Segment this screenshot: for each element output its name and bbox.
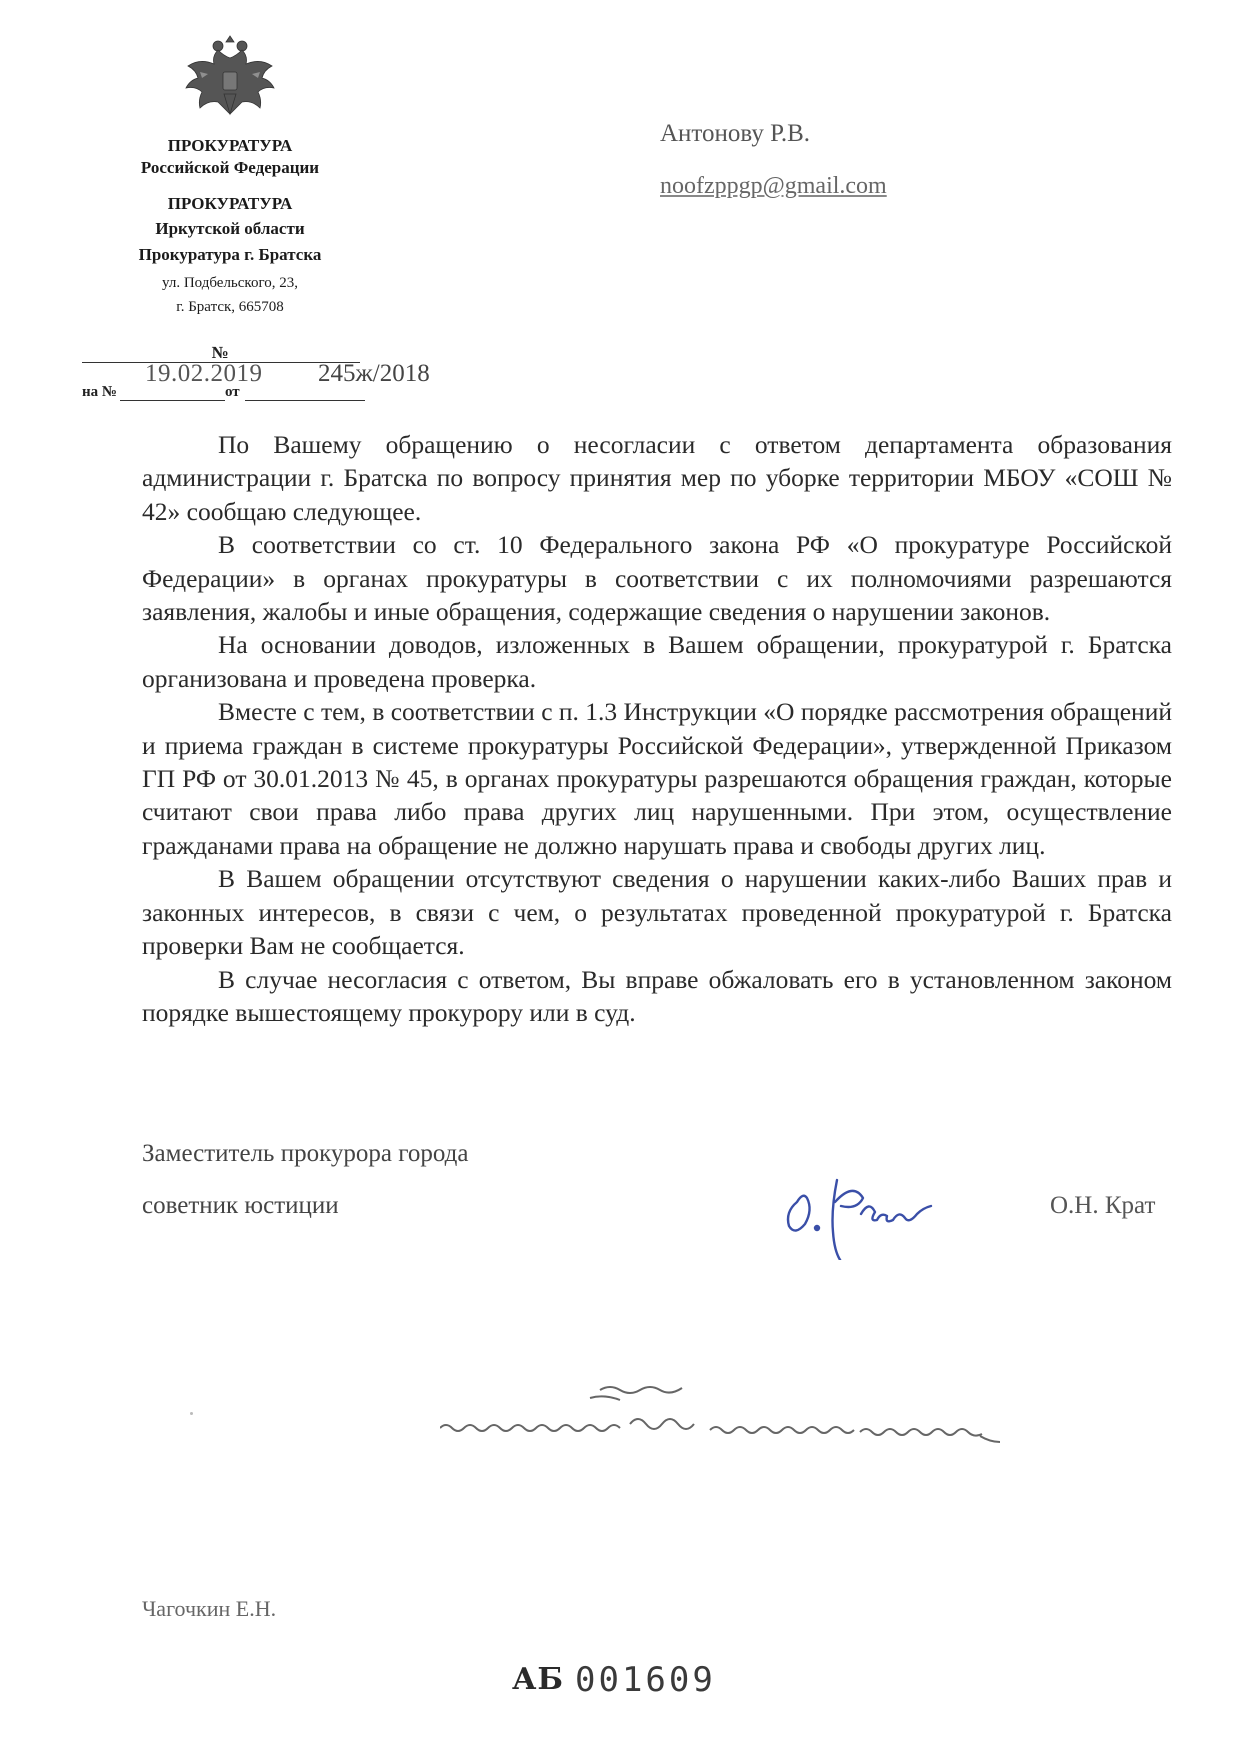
letter-body [142,428,1172,1029]
executor-name: Чагочкин Е.Н. [142,1596,277,1621]
handwritten-signature [775,1140,955,1260]
body-paragraph: На основании доводов, изложенных в Вашем обращении, прокуратурой г. Братска организована и проведена проверка. [142,630,1172,693]
body-paragraph: По Вашему обращению о несогласии с ответом департамента образования администрации г. Братска по вопросу принятия мер по уборке территории МБОУ «СОШ № 42» сообщаю следующее. [142,430,1172,526]
org-subtitle: ПРОКУРАТУРА [167,194,293,213]
signatory-position: Заместитель прокурора города [142,1140,469,1167]
stamp-mark [440,1370,1010,1460]
body-paragraph: В соответствии со ст. 10 Федерального закона РФ «О прокуратуре Российской Федерации» в органах прокуратуры в соответствии с их полномочиями разрешаются заявления, жалобы и иные обращения, содержащие сведения о нарушении законов. [142,530,1172,627]
org-title: ПРОКУРАТУРА [167,136,293,155]
signatory-name: О.Н. Крат [1050,1192,1156,1219]
registration-number: 245ж/2018 [318,360,430,387]
reference-number-line [120,400,225,401]
scan-speck [190,1412,193,1415]
form-series: АБ [512,1662,565,1697]
org-address-city: г. Братск, 665708 [176,299,284,315]
form-number: 001609 [575,1660,716,1700]
org-city-office: Прокуратура г. Братска [138,245,322,264]
reference-date-line [245,400,365,401]
body-paragraph: Вместе с тем, в соответствии с п. 1.3 Инструкции «О порядке рассмотрения обращений и приема граждан в системе прокуратуры Российской Федерации», утвержденной Приказом ГП РФ от 30.01.2013 № 45, в органах прокуратуры разрешаются обращения граждан, которые считают свои права либо права других лиц нарушенными. При этом, осуществление гражданами права на обращение не должно нарушать права и свободы других лиц. [142,697,1172,860]
coat-of-arms-emblem [180,28,280,128]
registration-date: 19.02.2019 [145,360,263,387]
signatory-rank: советник юстиции [142,1192,339,1219]
body-paragraph: В случае несогласия с ответом, Вы вправе обжаловать его в установленном законом порядке вышестоящему прокурору или в суд. [142,964,1172,1027]
org-region: Иркутской области [155,219,305,238]
org-address-street: ул. Подбельского, 23, [162,275,298,291]
org-country: Российской Федерации [140,158,320,177]
number-sign: № [211,343,229,362]
addressee-name: Антонову Р.В. [660,120,811,147]
addressee-email[interactable]: noofzppgp@gmail.com [660,173,887,199]
reference-label: на № [82,384,117,400]
reference-from-label: от [225,384,240,400]
body-paragraph: В Вашем обращении отсутствуют сведения о нарушении каких-либо Ваших прав и законных интересов, в связи с чем, о результатах проведенной прокуратурой г. Братска проверки Вам не сообщается. [142,864,1172,961]
